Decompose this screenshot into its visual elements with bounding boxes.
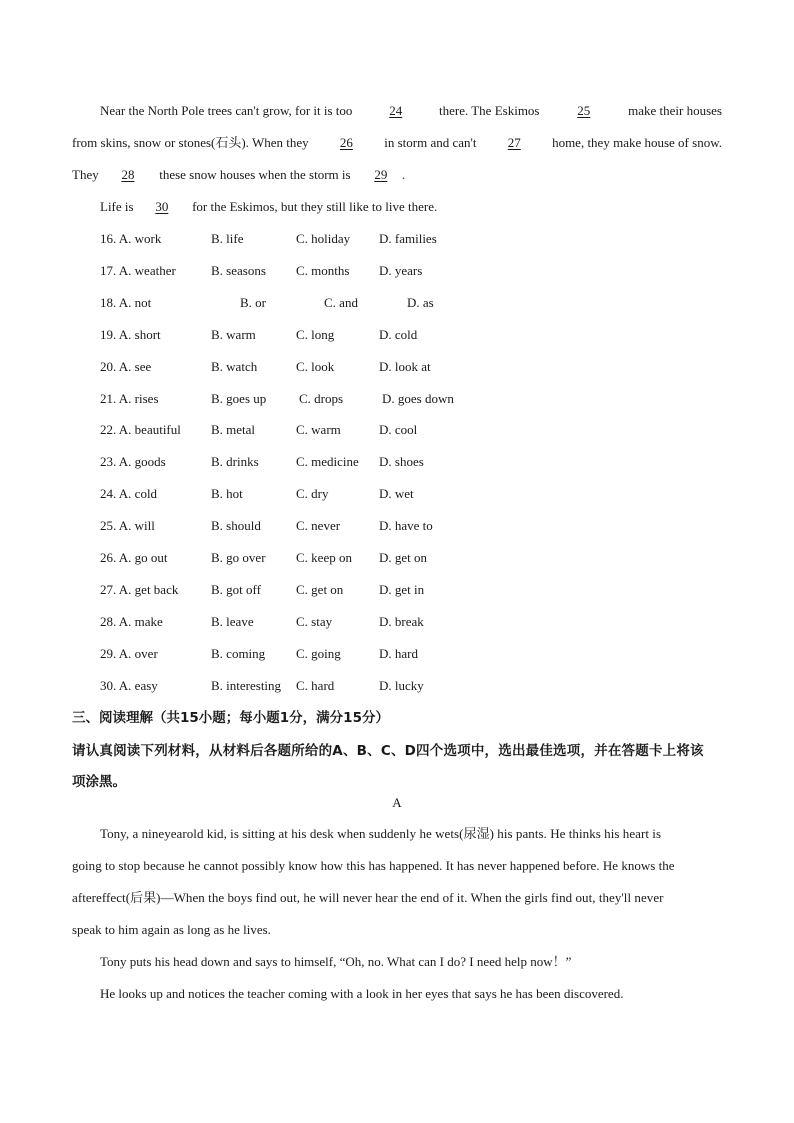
passage-text: from skins, snow or stones(石头). When they: [72, 135, 309, 150]
passage-a-line: speak to him again as long as he lives.: [72, 922, 271, 937]
passage-line-4: [100, 199, 437, 215]
option-a: 30. A. easy: [100, 678, 158, 693]
section-heading: 三、阅读理解（共15小题；每小题1分，满分15分）: [72, 710, 389, 726]
option-a: 17. A. weather: [100, 263, 176, 278]
option-b: B. seasons: [211, 263, 266, 278]
option-d: D. look at: [379, 359, 431, 374]
passage-text: make their houses: [628, 103, 722, 118]
option-c: C. holiday: [296, 231, 351, 246]
passage-line-1: [100, 103, 722, 119]
option-a: 22. A. beautiful: [100, 422, 181, 437]
passage-a-line: He looks up and notices the teacher coming with a look in her eyes that says he has been discovered.: [100, 986, 624, 1001]
option-c: C. months: [296, 263, 350, 278]
option-b: B. interesting: [211, 678, 282, 693]
option-c: C. never: [296, 518, 341, 533]
option-d: D. get on: [379, 550, 428, 565]
option-a: 21. A. rises: [100, 391, 159, 406]
option-c: C. going: [296, 646, 341, 661]
option-a: 18. A. not: [100, 295, 152, 310]
option-b: B. leave: [211, 614, 254, 629]
option-a: 20. A. see: [100, 359, 152, 374]
passage-text: .: [401, 167, 406, 182]
option-d: D. shoes: [379, 454, 424, 469]
option-d: D. cool: [379, 422, 418, 437]
option-c: C. long: [296, 327, 335, 342]
option-a: 25. A. will: [100, 518, 155, 533]
blank-29: 29: [374, 167, 388, 182]
option-b: B. watch: [211, 359, 258, 374]
passage-text: Life is: [100, 199, 134, 214]
option-d: D. families: [379, 231, 437, 246]
option-b: B. go over: [211, 550, 266, 565]
option-b: B. should: [211, 518, 261, 533]
option-a: 29. A. over: [100, 646, 158, 661]
option-b: B. life: [211, 231, 244, 246]
option-b: B. goes up: [211, 391, 267, 406]
option-a: 28. A. make: [100, 614, 163, 629]
option-c: C. stay: [296, 614, 333, 629]
option-a: 27. A. get back: [100, 582, 179, 597]
passage-text: these snow houses when the storm is: [159, 167, 351, 182]
option-d: D. goes down: [382, 391, 454, 406]
option-c: C. get on: [296, 582, 344, 597]
passage-text: Tony, a nineyearold kid, is sitting at his desk when suddenly he wets(尿湿) his pants. He thinks his heart is: [100, 826, 662, 841]
passage-label: A: [392, 795, 402, 810]
blank-25: 25: [577, 103, 591, 118]
section-instruction-line-1: 请认真阅读下列材料，从材料后各题所给的A、B、C、D四个选项中，选出最佳选项，并在答题卡上将该: [72, 743, 704, 759]
passage-text: in storm and can't: [384, 135, 477, 150]
option-c: C. warm: [296, 422, 341, 437]
option-a: 16. A. work: [100, 231, 162, 246]
passage-text: for the Eskimos, but they still like to live there.: [192, 199, 438, 214]
option-b: B. coming: [211, 646, 266, 661]
option-c: C. dry: [296, 486, 329, 501]
option-c: C. look: [296, 359, 335, 374]
option-d: D. hard: [379, 646, 418, 661]
option-c: C. and: [324, 295, 358, 310]
option-a: 23. A. goods: [100, 454, 166, 469]
option-b: B. hot: [211, 486, 243, 501]
blank-26: 26: [339, 135, 353, 150]
option-b: B. got off: [211, 582, 261, 597]
option-d: D. break: [379, 614, 424, 629]
passage-a-line: Tony puts his head down and says to himself, “Oh, no. What can I do? I need help now！”: [100, 954, 572, 969]
passage-text: there. The Eskimos: [439, 103, 540, 118]
section-instruction-line-2: 项涂黑。: [72, 774, 126, 790]
option-d: D. years: [379, 263, 423, 278]
passage-text: They: [72, 167, 99, 182]
passage-a-line: going to stop because he cannot possibly know how this has happened. It has never happened before. He knows the: [72, 858, 675, 873]
option-d: D. wet: [379, 486, 414, 501]
passage-a-line: [100, 826, 722, 842]
option-b: B. warm: [211, 327, 256, 342]
option-c: C. drops: [299, 391, 344, 406]
passage-text: home, they make house of snow.: [552, 135, 722, 150]
passage-a-line: aftereffect(后果)—When the boys find out, he will never hear the end of it. When the girls find out, they'll never: [72, 890, 664, 905]
option-c: C. medicine: [296, 454, 359, 469]
option-d: D. have to: [379, 518, 433, 533]
blank-27: 27: [507, 135, 521, 150]
option-b: B. metal: [211, 422, 256, 437]
blank-28: 28: [121, 167, 135, 182]
option-a: 26. A. go out: [100, 550, 168, 565]
blank-24: 24: [389, 103, 403, 118]
option-d: D. as: [407, 295, 434, 310]
passage-line-3: [72, 167, 405, 183]
option-c: C. keep on: [296, 550, 352, 565]
option-b: B. drinks: [211, 454, 259, 469]
option-a: 19. A. short: [100, 327, 161, 342]
option-b: B. or: [240, 295, 266, 310]
passage-text: Near the North Pole trees can't grow, for it is too: [100, 103, 353, 118]
option-a: 24. A. cold: [100, 486, 158, 501]
passage-line-2: [72, 135, 722, 151]
option-d: D. cold: [379, 327, 418, 342]
option-c: C. hard: [296, 678, 335, 693]
option-d: D. get in: [379, 582, 425, 597]
option-d: D. lucky: [379, 678, 424, 693]
blank-30: 30: [155, 199, 169, 214]
